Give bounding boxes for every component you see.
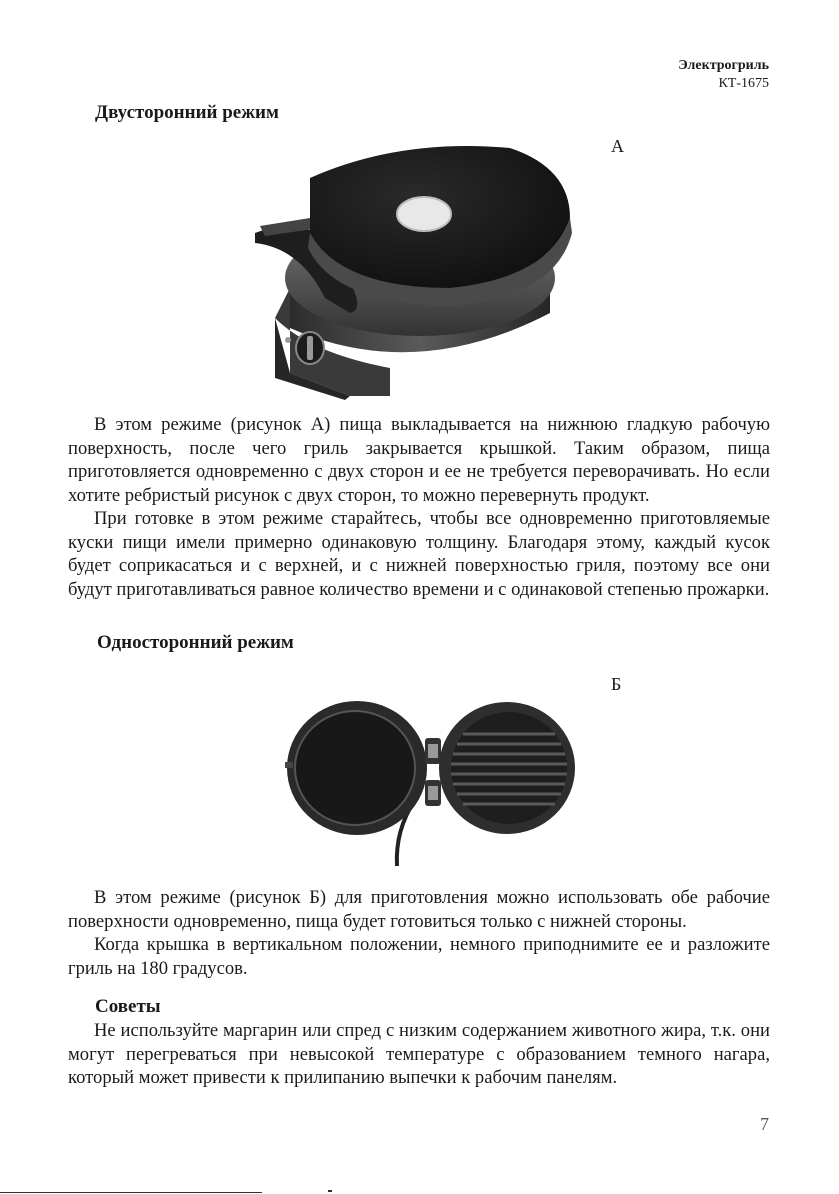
- single-mode-paragraph-2: Когда крышка в вертикальном положении, немного приподнимите ее и разложите гриль на 180 градусов.: [68, 934, 770, 979]
- figure-b-open-grill: [285, 700, 575, 868]
- figure-a-label: А: [611, 136, 624, 156]
- heading-single-mode: Односторонний режим: [97, 632, 294, 653]
- footer-mark: [328, 1190, 332, 1192]
- heading-double-mode: Двусторонний режим: [95, 102, 279, 123]
- heading-tips: Советы: [95, 996, 161, 1017]
- figure-a-closed-grill: [250, 138, 580, 400]
- single-mode-text: [68, 886, 770, 980]
- tips-text: [68, 1019, 770, 1090]
- double-mode-text: [68, 413, 770, 601]
- single-mode-paragraph-1: В этом режиме (рисунок Б) для приготовления можно использовать обе рабочие поверхности одновременно, пища будет готовиться только с нижней стороны.: [68, 887, 770, 932]
- page-number: 7: [760, 1114, 769, 1134]
- double-mode-paragraph-1: В этом режиме (рисунок А) пища выкладывается на нижнюю гладкую рабочую поверхность, после чего гриль закрывается крышкой. Таким образом, пища приготовляется одновременно с двух сторон и ее не требуется переворачивать. Но если хотите ребристый рисунок с двух сторон, то можно перевернуть продукт.: [68, 414, 770, 506]
- footer-rule: [0, 1192, 262, 1193]
- double-mode-paragraph-2: При готовке в этом режиме старайтесь, чтобы все одновременно приготовляемые куски пищи имели примерно одинаковую толщину. Благодаря этому, каждый кусок будет соприкасаться и с верхней, и с нижней поверхностью гриля, поэтому все они будут приготавливаться равное количество времени и с одинаковой степенью прожарки.: [68, 508, 770, 600]
- tips-paragraph-1: Не используйте маргарин или спред с низким содержанием животного жира, т.к. они могут перегреваться при невысокой температуре с образованием темного нагара, который может привести к прилипанию выпечки к рабочим панелям.: [68, 1020, 770, 1088]
- header-title: Электрогриль: [678, 58, 769, 73]
- header-model: КТ-1675: [718, 76, 769, 91]
- figure-b-label: Б: [611, 674, 622, 694]
